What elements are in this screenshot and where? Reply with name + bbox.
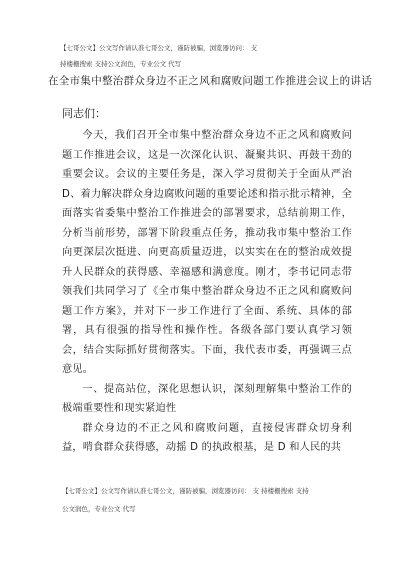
body-paragraph: 今天，我们召开全市集中整治群众身边不正之风和腐败问题工作推进会议，这是一次深化认识、凝聚共识、再鼓干劲的重要会议。会议的主要任务是，深入学习贯彻关于全面从严治 D、着力解决群众身边腐败问题的重要论述和指示批示精神，全面落实省委集中整治工作推进会的部署要求，总结前期工作，分析当前形势，部署下阶段重点任务，推动我市集中整治工作向更深层次挺进、向更高质量迈进，以实实在在的整治成效提升人民群众的获得感、幸福感和满意度。刚才，李书记同志带领我们共同学习了《全市集中整治群众身边不正之风和腐败问题工作方案》，并对下一步工作进行了全面、系统、具体的部署，具有很强的指导性和操作性。各级各部门要认真学习领会，结合实际抓好贯彻落实。下面，我代表市委，再强调三点意见。 [62, 130, 352, 375]
body-paragraph: 群众身边的不正之风和腐败问题，直接侵害群众切身利益，啃食群众获得感，动摇 D 的执政根基，是 D 和人民的共 [62, 422, 352, 453]
document-body [62, 126, 352, 458]
document-title: 在全市集中整治群众身边不正之风和腐败问题工作推进会议上的讲话 [48, 75, 372, 87]
footer-notice-line-1: 【七哥公文】公文写作请认准七哥公文，谨防被骗，浏览器访问： 支 持楼栅搜索 支持 [62, 487, 309, 495]
header-notice-line-1: 【七哥公文】公文写作请认准七哥公文，谨防被骗，浏览器访问： 支 [60, 44, 258, 52]
greeting: 同志们： [62, 107, 106, 120]
header-notice-line-2: 持楼栅搜索 支持公文润色，专业公文 代写 [60, 60, 182, 68]
footer-notice-line-2: 公文润色，专业公文 代写 [62, 505, 136, 513]
section-heading: 一、提高站位，深化思想认识，深刻理解集中整治工作的极端重要性和现实紧迫性 [62, 383, 352, 414]
